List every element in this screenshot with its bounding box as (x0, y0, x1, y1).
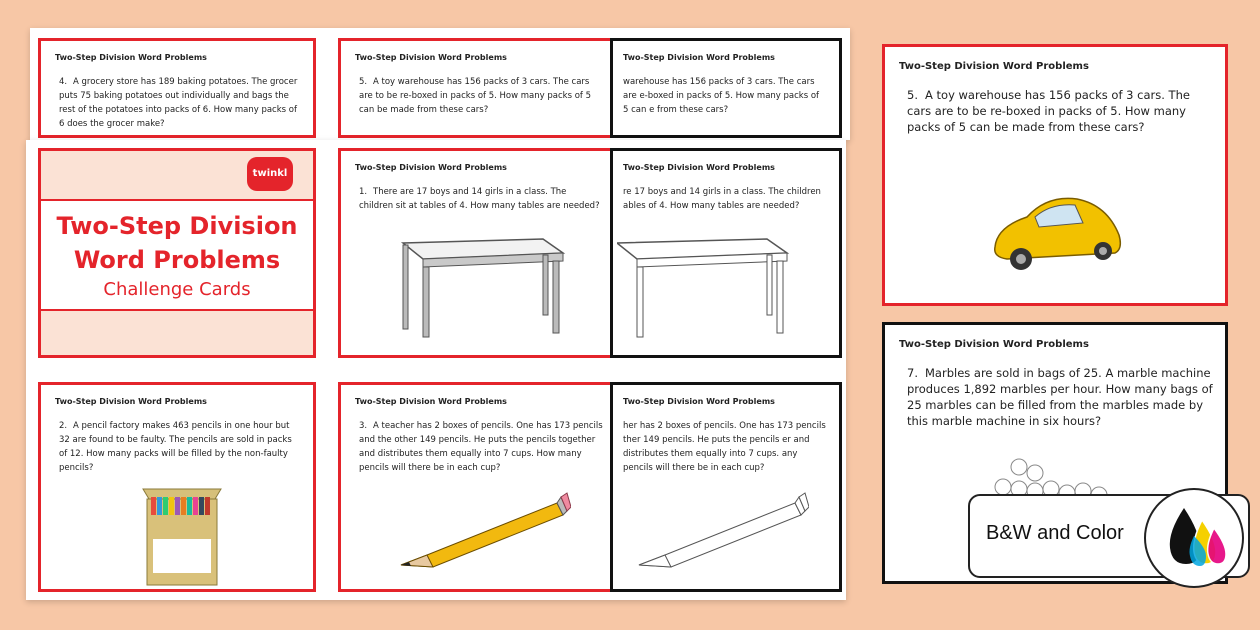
question-text: re 17 boys and 14 girls in a class. The children ables of 4. How many tables are needed? (623, 187, 821, 211)
challenge-card-3-bw (610, 382, 842, 592)
card-question (59, 419, 301, 475)
card-question (907, 365, 1213, 429)
question-text: warehouse has 156 packs of 3 cars. The cars are e-boxed in packs of 5. How many packs of 5 can e from these cars? (623, 77, 820, 115)
question-number: 1. (359, 187, 368, 197)
pencil-illustration-bw (629, 485, 809, 575)
card-header: Two-Step Division Word Problems (355, 163, 507, 172)
twinkl-logo: twinkl (247, 157, 293, 191)
challenge-card-1-bw (610, 148, 842, 358)
pencil-illustration (391, 485, 571, 575)
card-header: Two-Step Division Word Problems (55, 53, 207, 62)
card-header: Two-Step Division Word Problems (355, 397, 507, 406)
challenge-card-5 (338, 38, 618, 138)
ink-drops-icon (1144, 488, 1244, 588)
card-header: Two-Step Division Word Problems (623, 397, 775, 406)
car-illustration (987, 187, 1127, 277)
question-number: 5. (359, 77, 368, 87)
question-text: A grocery store has 189 baking potatoes. The grocer puts 75 baking potatoes out individually and bags the rest of the potatoes into packs of 6. How many packs of 6 does the grocer make? (59, 77, 298, 129)
title-line-1: Two-Step Division (56, 212, 298, 240)
card-header: Two-Step Division Word Problems (55, 397, 207, 406)
table-illustration-bw (617, 231, 797, 341)
title-subtitle: Challenge Cards (103, 279, 251, 300)
question-text: Marbles are sold in bags of 25. A marble machine produces 1,892 marbles per hour. How many bags of 25 marbles can be filled from the marbles made by this marble machine in six hours? (907, 366, 1213, 428)
title-line-2: Word Problems (73, 246, 281, 274)
bw-and-color-badge (968, 494, 1250, 578)
table-illustration (393, 231, 573, 341)
question-text: There are 17 boys and 14 girls in a class. The children sit at tables of 4. How many tables are needed? (359, 187, 600, 211)
question-number: 2. (59, 421, 68, 431)
question-number: 4. (59, 77, 68, 87)
card-question (359, 185, 603, 213)
question-text: A toy warehouse has 156 packs of 3 cars. The cars are to be re-boxed in packs of 5. How many packs of 5 can be made from these cars? (907, 88, 1190, 134)
challenge-card-5-large (882, 44, 1228, 306)
card-header: Two-Step Division Word Problems (899, 339, 1089, 350)
card-header: Two-Step Division Word Problems (899, 61, 1089, 72)
challenge-card-1 (338, 148, 618, 358)
pencil-box-illustration (137, 481, 227, 587)
challenge-card-3 (338, 382, 618, 592)
question-text: her has 2 boxes of pencils. One has 173 pencils ther 149 pencils. He puts the pencils er and distributes them equally into 7 cups. any pencils will there be in each cup? (623, 421, 826, 473)
question-text: A teacher has 2 boxes of pencils. One has 173 pencils and the other 149 pencils. He puts the pencils together and distributes them equally into 7 cups. How many pencils will there be in each cup? (359, 421, 603, 473)
badge-label: B&W and Color (986, 522, 1124, 544)
card-header: Two-Step Division Word Problems (355, 53, 507, 62)
question-text: A toy warehouse has 156 packs of 3 cars. The cars are to be re-boxed in packs of 5. How many packs of 5 can be made from these cars? (359, 77, 592, 115)
question-text: A pencil factory makes 463 pencils in one hour but 32 are found to be faulty. The pencils are sold in packs of 12. How many packs will be filled by the non-faulty pencils? (59, 421, 292, 473)
card-question (359, 75, 603, 117)
question-number: 5. (907, 88, 918, 102)
card-header: Two-Step Division Word Problems (623, 53, 775, 62)
challenge-card-5-bw (610, 38, 842, 138)
challenge-card-4 (38, 38, 316, 138)
card-header: Two-Step Division Word Problems (623, 163, 775, 172)
question-number: 7. (907, 366, 918, 380)
card-question (59, 75, 301, 131)
card-question (907, 87, 1213, 135)
question-number: 3. (359, 421, 368, 431)
challenge-card-2 (38, 382, 316, 592)
card-question (359, 419, 603, 475)
title-card (38, 148, 316, 358)
title-block (41, 199, 313, 311)
